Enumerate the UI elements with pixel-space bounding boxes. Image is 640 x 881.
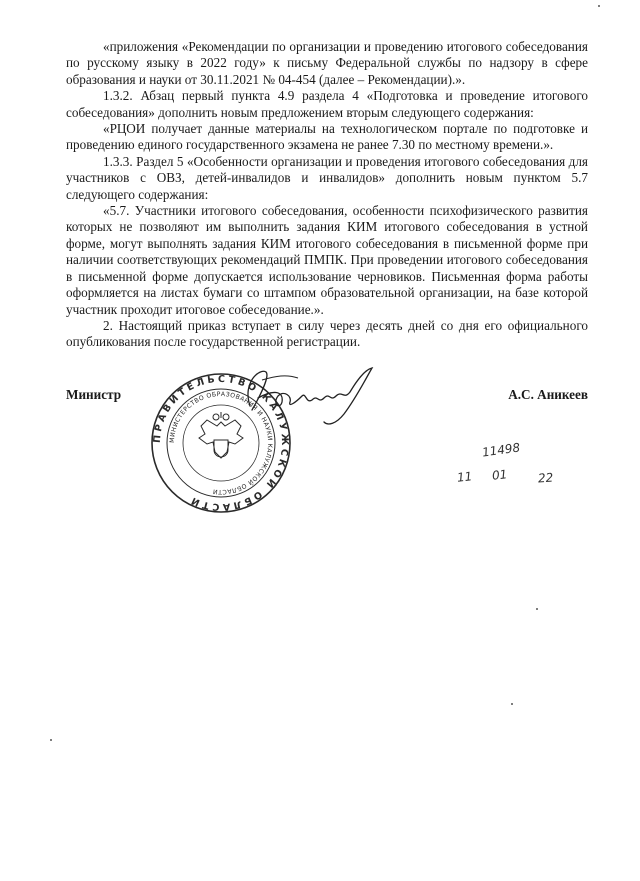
paragraph-rcoi-quote: «РЦОИ получает данные материалы на технологическом портале по подготовке и проведению единого государственного экзамена не ранее 7.30 по местному времени.».: [66, 121, 588, 153]
paragraph-1-3-2: 1.3.2. Абзац первый пункта 4.9 раздела 4 «Подготовка и проведение итогового собеседования» дополнить новым предложением вторым следующего содержания:: [66, 88, 588, 120]
paragraph-5-7-quote: «5.7. Участники итогового собеседования, особенности психофизического развития которых не позволяют им выполнить задания КИМ итогового собеседования в устной форме, могут выполнять задания КИМ итогового собеседования в письменной форме при наличии соответствующих рекомендаций ПМПК. При проведении итогового собеседования в письменной форме допускается использование черновиков. Письменная форма работы оформляется на листах бумаги со штампом образовательной организации, на базе которой участник проходит итоговое собеседование.».: [66, 203, 588, 317]
scan-speck: [536, 608, 538, 610]
registration-day: 11: [456, 469, 473, 485]
signatory-title: Министр: [66, 387, 122, 402]
scan-speck: [511, 703, 513, 705]
registration-number: 11498: [481, 440, 521, 460]
registration-year: 22: [537, 470, 554, 486]
signature-row: [66, 387, 588, 407]
seal-inner-text: МИНИСТЕРСТВО ОБРАЗОВАНИЯ И НАУКИ КАЛУЖСКОЙ ОБЛАСТИ: [168, 390, 274, 496]
scan-speck: [50, 739, 52, 741]
paragraph-1-3-3: 1.3.3. Раздел 5 «Особенности организации и проведения итогового собеседования для участников с ОВЗ, детей-инвалидов и инвалидов» дополнить новым пунктом 5.7 следующего содержания:: [66, 153, 588, 202]
scan-speck: [598, 5, 600, 7]
paragraph-2-effective-date: 2. Настоящий приказ вступает в силу через десять дней со дня его официального опубликования после государственной регистрации.: [66, 317, 588, 350]
seal-outer-text: ПРАВИТЕЛЬСТВО КАЛУЖСКОЙ ОБЛАСТИ: [151, 373, 291, 513]
order-body: [66, 39, 588, 351]
signatory-name: А.С. Аникеев: [508, 387, 588, 402]
registration-month: 01: [491, 467, 508, 483]
paragraph-appendix-reference: «приложения «Рекомендации по организации и проведению итогового собеседования по русскому языку в 2022 году» к письму Федеральной службы по надзору в сфере образования и науки от 30.11.2021 № 04-454 (далее – Рекомендации).».: [66, 39, 588, 87]
